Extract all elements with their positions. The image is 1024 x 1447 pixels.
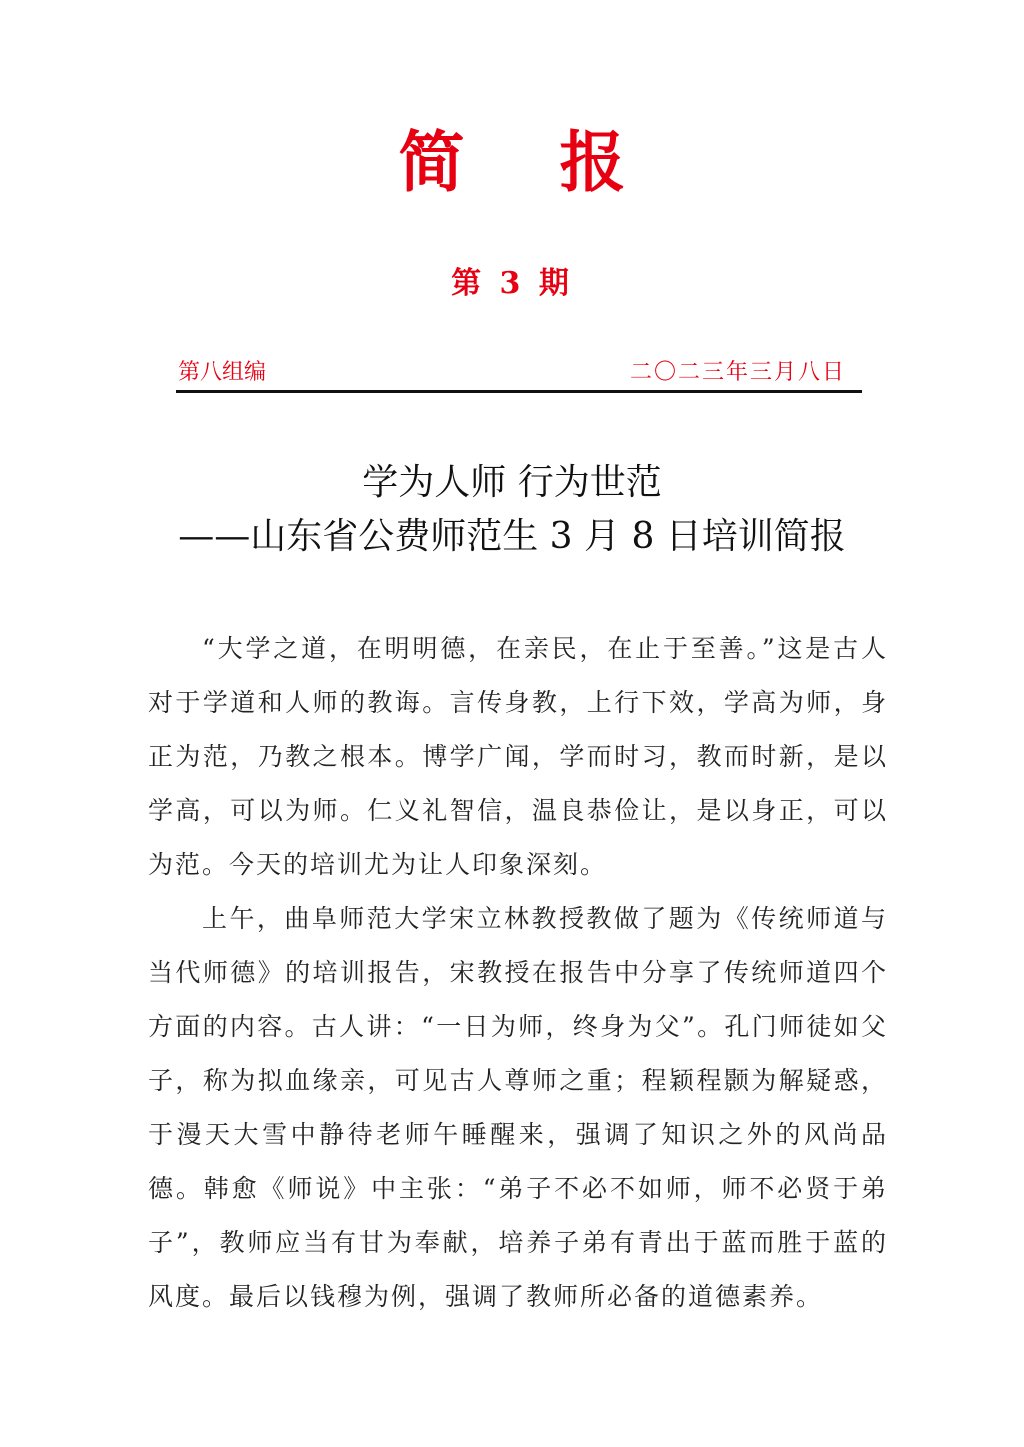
headline-subtitle: ——山东省公费师范生 3 月 8 日培训简报 bbox=[178, 516, 846, 557]
issue-number: 第 3 期 bbox=[451, 266, 573, 301]
date-label: 二〇二三年三月八日 bbox=[629, 360, 846, 385]
paragraph: “大学之道，在明明德，在亲民，在止于至善。”这是古人对于学道和人师的教诲。言传身教，上行下效，学高为师，身正为范，乃教之根本。博学广闻，学而时习，教而时新，是以学高，可以为师。仁义礼智信，温良恭俭让，是以身正，可以为范。今天的培训尤为让人印象深刻。 bbox=[148, 634, 888, 879]
editor-label: 第八组编 bbox=[178, 360, 267, 385]
meta-row bbox=[176, 356, 862, 393]
headline-main: 学为人师 行为世范 bbox=[362, 462, 662, 503]
article-body bbox=[148, 622, 888, 1324]
paragraph: 上午，曲阜师范大学宋立林教授教做了题为《传统师道与当代师德》的培训报告，宋教授在报告中分享了传统师道四个方面的内容。古人讲：“一日为师，终身为父”。孔门师徒如父子，称为拟血缘亲，可见古人尊师之重；程颖程颢为解疑惑，于漫天大雪中静待老师午睡醒来，强调了知识之外的风尚品德。韩愈《师说》中主张：“弟子不必不如师，师不必贤于弟子”，教师应当有甘为奉献，培养子弟有青出于蓝而胜于蓝的风度。最后以钱穆为例，强调了教师所必备的道德素养。 bbox=[148, 904, 888, 1311]
masthead-title: 简 报 bbox=[398, 123, 662, 201]
